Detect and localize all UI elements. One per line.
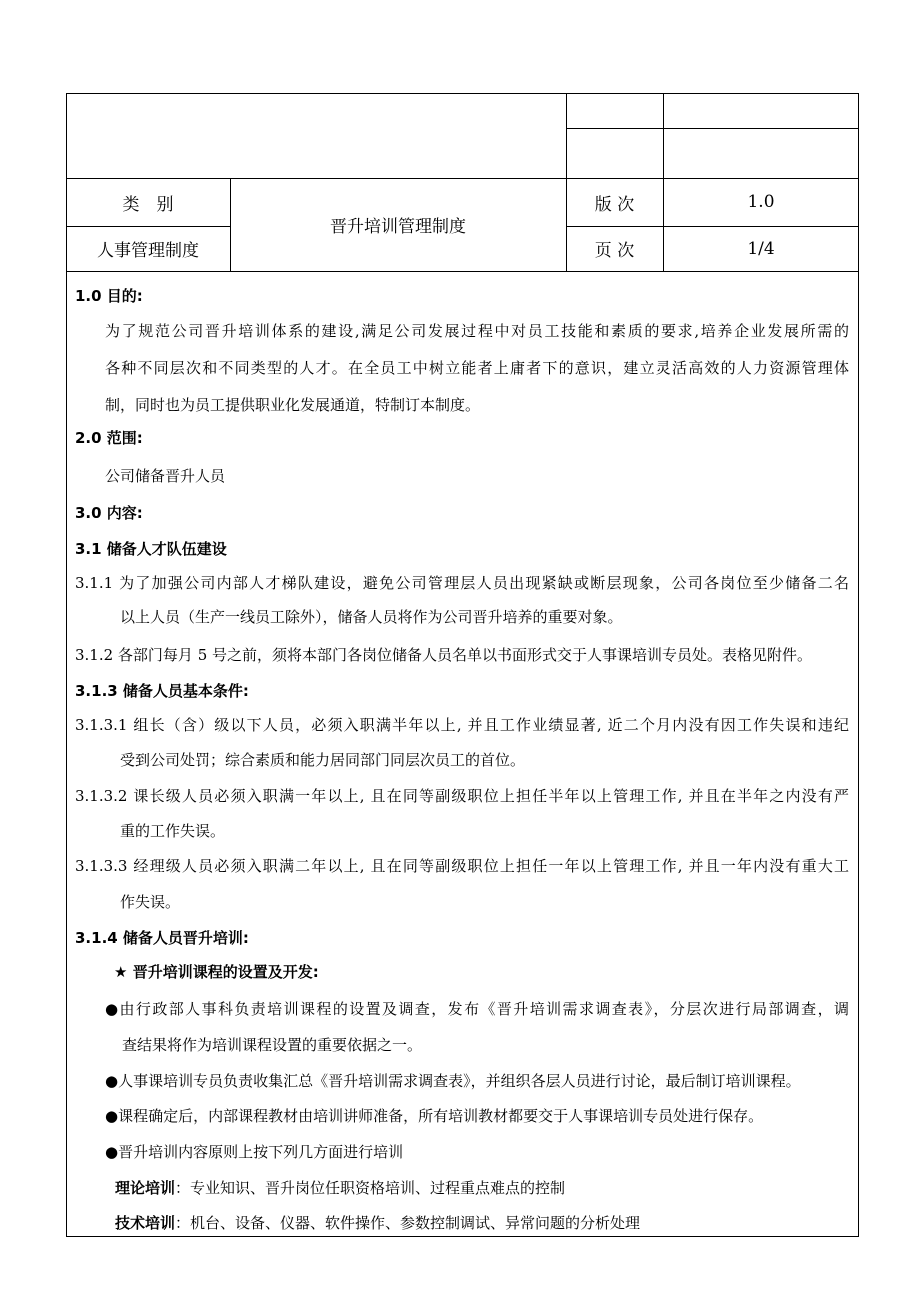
page-value: 1/4 bbox=[747, 238, 775, 259]
bullet-icon: ● bbox=[105, 1072, 119, 1090]
version-value: 1.0 bbox=[747, 192, 775, 212]
clause-3-1-3-2-cont: 重的工作失误。 bbox=[120, 822, 226, 840]
page-label: 页 次 bbox=[594, 241, 635, 261]
tech-label: 技术培训 bbox=[115, 1214, 176, 1232]
theory-training-line bbox=[115, 1178, 565, 1198]
star-heading bbox=[114, 962, 319, 982]
clause-3-1-3-3: 3.1.3.3 经理级人员必须入职满二年以上, 且在同等副级职位上担任一年以上管理工作, 并且一年内没有重大工 bbox=[75, 857, 849, 875]
purpose-line: 制，同时也为员工提供职业化发展通道，特制订本制度。 bbox=[105, 396, 481, 414]
tech-training-line bbox=[115, 1213, 640, 1233]
purpose-heading: 1.0 目的: bbox=[75, 287, 143, 305]
bullet-item-cont: 查结果将作为培训课程设置的重要依据之一。 bbox=[122, 1036, 423, 1054]
bullet-text: 由行政部人事科负责培训课程的设置及调查，发布《晋升培训需求调查表》，分层次进行局部调查，调 bbox=[119, 1000, 849, 1018]
clause-3-1-3-1-cont: 受到公司处罚；综合素质和能力居同部门同层次员工的首位。 bbox=[120, 751, 526, 769]
star-heading-text: 晋升培训课程的设置及开发: bbox=[132, 963, 319, 981]
bullet-item bbox=[105, 999, 849, 1019]
section-3-1-3-heading: 3.1.3 储备人员基本条件: bbox=[75, 682, 249, 700]
content-heading: 3.0 内容: bbox=[75, 504, 143, 522]
clause-3-1-2: 3.1.2 各部门每月 5 号之前，须将本部门各岗位储备人员名单以书面形式交于人事课培训专员处。表格见附件。 bbox=[75, 646, 813, 664]
scope-text: 公司储备晋升人员 bbox=[105, 467, 226, 485]
bullet-icon: ● bbox=[105, 1000, 120, 1018]
clause-3-1-3-1: 3.1.3.1 组长（含）级以下人员，必须入职满半年以上, 并且工作业绩显著, 近二个月内没有因工作失误和违纪 bbox=[75, 716, 849, 734]
bullet-icon: ● bbox=[105, 1107, 119, 1125]
bullet-text: 晋升培训内容原则上按下列几方面进行培训 bbox=[118, 1143, 404, 1161]
clause-3-1-3-3-cont: 作失误。 bbox=[120, 893, 181, 911]
purpose-line: 各种不同层次和不同类型的人才。在全员工中树立能者上庸者下的意识，建立灵活高效的人力资源管理体 bbox=[105, 359, 849, 377]
bullet-text: 人事课培训专员负责收集汇总《晋升培训需求调查表》，并组织各层人员进行讨论，最后制订培训课程。 bbox=[118, 1072, 801, 1090]
bullet-icon: ● bbox=[105, 1143, 119, 1161]
section-3-1-4-heading: 3.1.4 储备人员晋升培训: bbox=[75, 929, 249, 947]
grid-line bbox=[66, 271, 859, 272]
theory-label: 理论培训 bbox=[115, 1179, 176, 1197]
clause-3-1-1-cont: 以上人员（生产一线员工除外），储备人员将作为公司晋升培养的重要对象。 bbox=[120, 608, 623, 626]
bullet-item bbox=[105, 1106, 763, 1126]
purpose-line: 为了规范公司晋升培训体系的建设,满足公司发展过程中对员工技能和素质的要求,培养企业发展所需的 bbox=[105, 322, 849, 340]
category-label: 类 别 bbox=[122, 194, 174, 215]
bullet-text: 课程确定后，内部课程教材由培训讲师准备，所有培训教材都要交于人事课培训专员处进行保存。 bbox=[118, 1107, 764, 1125]
category-value: 人事管理制度 bbox=[97, 241, 199, 261]
section-3-1-heading: 3.1 储备人才队伍建设 bbox=[75, 540, 227, 558]
clause-3-1-3-2: 3.1.3.2 课长级人员必须入职满一年以上, 且在同等副级职位上担任半年以上管理工作, 并且在半年之内没有严 bbox=[75, 787, 849, 805]
document-title: 晋升培训管理制度 bbox=[330, 217, 466, 237]
version-label: 版 次 bbox=[594, 194, 635, 215]
tech-text: ：机台、设备、仪器、软件操作、参数控制调试、异常问题的分析处理 bbox=[175, 1214, 641, 1232]
scope-heading: 2.0 范围: bbox=[75, 429, 143, 447]
theory-text: ：专业知识、晋升岗位任职资格培训、过程重点难点的控制 bbox=[175, 1179, 566, 1197]
bullet-item bbox=[105, 1142, 403, 1162]
star-icon: ★ bbox=[114, 963, 128, 981]
grid-line bbox=[566, 128, 859, 129]
bullet-item bbox=[105, 1071, 801, 1091]
clause-3-1-1: 3.1.1 为了加强公司内部人才梯队建设，避免公司管理层人员出现紧缺或断层现象，公司各岗位至少储备二名 bbox=[75, 574, 849, 592]
